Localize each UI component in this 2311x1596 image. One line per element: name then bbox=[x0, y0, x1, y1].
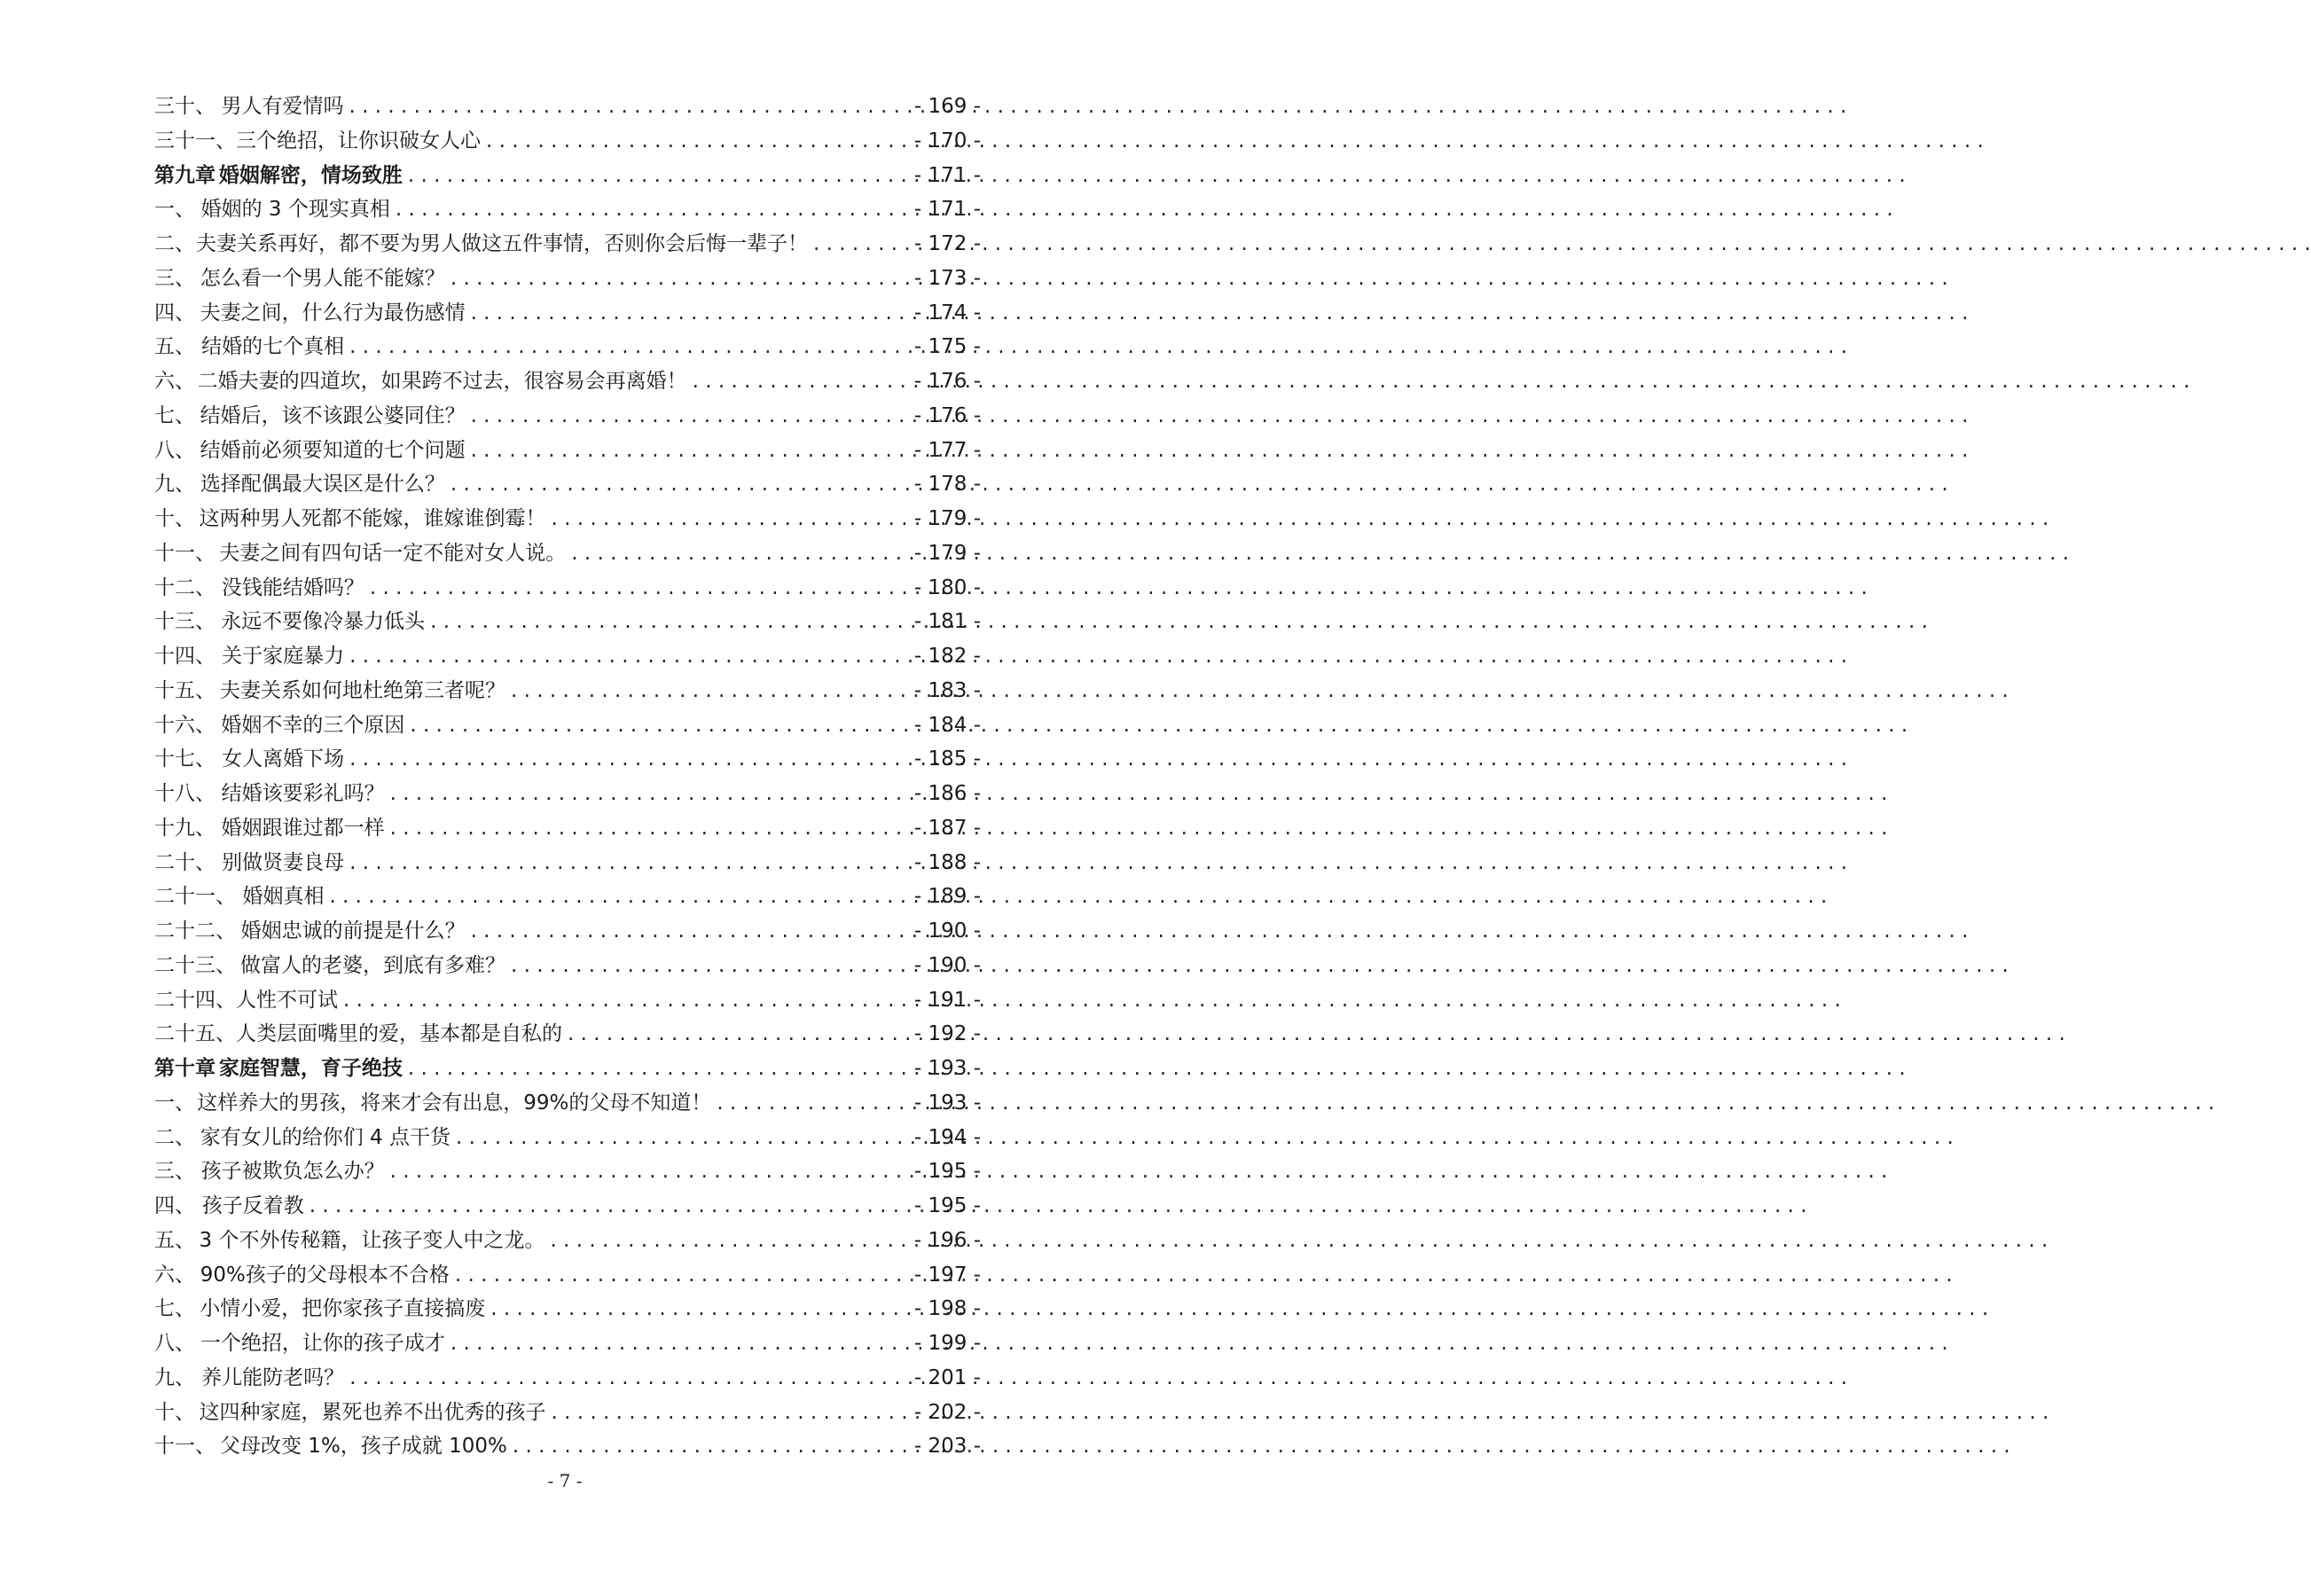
toc-entry[interactable] bbox=[154, 399, 981, 434]
toc-entry[interactable] bbox=[154, 1121, 981, 1155]
entry-number: 二、 bbox=[154, 1125, 195, 1149]
entry-page-number: - 190 - bbox=[913, 953, 981, 977]
entry-number: 十六、 bbox=[154, 713, 215, 737]
page-number: - 7 - bbox=[547, 1470, 583, 1491]
entry-number: 九、 bbox=[154, 1365, 195, 1389]
chapter-heading-entry[interactable] bbox=[154, 1052, 981, 1086]
toc-entry[interactable] bbox=[154, 846, 981, 880]
dot-leader bbox=[349, 639, 887, 674]
entry-title: 父母改变 1%，孩子成就 100% bbox=[220, 1435, 507, 1459]
dot-leader bbox=[349, 846, 887, 880]
entry-title: 孩子被欺负怎么办？ bbox=[200, 1160, 385, 1184]
table-of-contents bbox=[154, 90, 981, 1464]
entry-title: 婚姻不幸的三个原因 bbox=[221, 713, 405, 737]
dot-leader bbox=[455, 1258, 887, 1293]
entry-page-number: - 195 - bbox=[913, 1160, 981, 1184]
entry-title: 夫妻关系如何地杜绝第三者呢？ bbox=[220, 678, 506, 702]
entry-number: 九、 bbox=[154, 473, 195, 497]
dot-leader bbox=[568, 1017, 887, 1052]
entry-page-number: - 201 - bbox=[913, 1365, 981, 1389]
entry-title: 孩子反着教 bbox=[201, 1194, 304, 1217]
entry-title: 女人离婚下场 bbox=[222, 747, 345, 771]
dot-leader bbox=[450, 1326, 887, 1361]
entry-title: 婚姻忠诚的前提是什么？ bbox=[240, 919, 466, 943]
entry-page-number: - 185 - bbox=[913, 747, 981, 771]
entry-page-number: - 180 - bbox=[913, 575, 981, 599]
entry-number: 十九、 bbox=[154, 816, 215, 840]
toc-entry[interactable] bbox=[154, 1258, 981, 1293]
dot-leader bbox=[471, 399, 887, 434]
entry-page-number: - 172 - bbox=[913, 232, 981, 255]
dot-leader bbox=[471, 914, 887, 949]
entry-page-number: - 169 - bbox=[913, 95, 981, 118]
dot-leader bbox=[450, 262, 887, 296]
toc-entry[interactable] bbox=[154, 674, 981, 708]
entry-title: 夫妻之间，什么行为最伤感情 bbox=[200, 301, 466, 325]
entry-page-number: - 171 - bbox=[913, 198, 981, 222]
toc-entry[interactable] bbox=[154, 296, 981, 331]
dot-leader bbox=[717, 1086, 887, 1121]
entry-number: 五、 bbox=[154, 1228, 195, 1252]
toc-entry[interactable] bbox=[154, 90, 981, 124]
dot-leader bbox=[513, 1429, 887, 1464]
dot-leader bbox=[349, 90, 887, 124]
toc-entry[interactable] bbox=[154, 777, 981, 811]
entry-page-number: - 178 - bbox=[913, 473, 981, 497]
entry-number: 八、 bbox=[154, 438, 195, 462]
entry-page-number: - 198 - bbox=[913, 1297, 981, 1321]
entry-title: 3 个不外传秘籍，让孩子变人中之龙。 bbox=[199, 1228, 545, 1252]
entry-number: 三、 bbox=[154, 1160, 195, 1184]
entry-page-number: - 181 - bbox=[913, 610, 981, 634]
entry-page-number: - 182 - bbox=[913, 645, 981, 668]
entry-title: 婚姻跟谁过都一样 bbox=[221, 816, 385, 840]
dot-leader bbox=[551, 1396, 887, 1430]
entry-page-number: - 202 - bbox=[913, 1400, 981, 1424]
dot-leader bbox=[486, 124, 887, 159]
dot-leader bbox=[390, 811, 887, 846]
entry-title: 家有女儿的给你们 4 点干货 bbox=[200, 1125, 451, 1149]
toc-entry[interactable] bbox=[154, 1361, 981, 1396]
entry-title: 婚姻的 3 个现实真相 bbox=[200, 198, 390, 222]
entry-number: 二、 bbox=[154, 232, 195, 255]
entry-title: 婚姻解密，情场致胜 bbox=[218, 163, 403, 187]
entry-number: 十四、 bbox=[154, 645, 215, 668]
toc-entry[interactable] bbox=[154, 811, 981, 846]
entry-page-number: - 187 - bbox=[913, 816, 981, 840]
toc-entry[interactable] bbox=[154, 742, 981, 777]
dot-leader bbox=[456, 1121, 887, 1155]
dot-leader bbox=[408, 159, 887, 193]
dot-leader bbox=[349, 742, 887, 777]
entry-title: 夫妻之间有四句话一定不能对女人说。 bbox=[219, 541, 567, 565]
toc-entry[interactable] bbox=[154, 1326, 981, 1361]
entry-title: 人类层面嘴里的爱，基本都是自私的 bbox=[236, 1022, 562, 1046]
entry-title: 结婚后，该不该跟公婆同住？ bbox=[200, 403, 466, 427]
entry-number: 八、 bbox=[154, 1332, 195, 1355]
entry-page-number: - 194 - bbox=[913, 1125, 981, 1149]
dot-leader bbox=[309, 1189, 887, 1224]
dot-leader bbox=[410, 708, 887, 743]
dot-leader bbox=[396, 192, 887, 227]
dot-leader bbox=[471, 296, 887, 331]
toc-entry[interactable] bbox=[154, 571, 981, 606]
toc-entry[interactable] bbox=[154, 983, 981, 1018]
entry-title: 选择配偶最大误区是什么？ bbox=[200, 473, 445, 497]
entry-number: 五、 bbox=[154, 335, 195, 359]
entry-title: 90%孩子的父母根本不合格 bbox=[200, 1263, 450, 1287]
toc-entry[interactable] bbox=[154, 330, 981, 364]
entry-title: 这样养大的男孩，将来才会有出息，99%的父母不知道！ bbox=[197, 1091, 712, 1115]
entry-page-number: - 176 - bbox=[913, 370, 981, 393]
entry-title: 结婚的七个真相 bbox=[201, 335, 345, 359]
entry-number: 十一、 bbox=[154, 1435, 215, 1459]
dot-leader bbox=[450, 467, 887, 502]
entry-title: 怎么看一个男人能不能嫁？ bbox=[200, 266, 445, 290]
entry-title: 三个绝招，让你识破女人心 bbox=[236, 129, 481, 153]
toc-entry[interactable] bbox=[154, 434, 981, 468]
entry-number: 十、 bbox=[154, 1400, 195, 1424]
entry-title: 男人有爱情吗 bbox=[221, 95, 344, 118]
dot-leader bbox=[471, 434, 887, 468]
dot-leader bbox=[430, 605, 887, 639]
entry-page-number: - 171 - bbox=[913, 163, 981, 187]
toc-entry[interactable] bbox=[154, 124, 981, 159]
entry-number: 六、 bbox=[154, 370, 195, 393]
entry-title: 别做贤妻良母 bbox=[222, 850, 345, 874]
toc-entry[interactable] bbox=[154, 502, 981, 536]
entry-title: 永远不要像冷暴力低头 bbox=[221, 610, 426, 634]
entry-page-number: - 175 - bbox=[913, 335, 981, 359]
dot-leader bbox=[571, 536, 887, 571]
entry-title: 一个绝招，让你的孩子成才 bbox=[200, 1332, 445, 1355]
entry-number: 二十三、 bbox=[154, 953, 236, 977]
entry-number: 十五、 bbox=[154, 678, 215, 702]
entry-number: 一、 bbox=[154, 198, 195, 222]
entry-title: 结婚该要彩礼吗？ bbox=[221, 782, 385, 805]
toc-entry[interactable] bbox=[154, 364, 981, 399]
toc-entry[interactable] bbox=[154, 914, 981, 949]
entry-number: 七、 bbox=[154, 403, 195, 427]
entry-number: 十一、 bbox=[154, 541, 215, 565]
entry-number: 四、 bbox=[154, 1194, 195, 1217]
toc-entry[interactable] bbox=[154, 1396, 981, 1430]
dot-leader bbox=[813, 227, 887, 262]
dot-leader bbox=[343, 983, 887, 1018]
toc-entry[interactable] bbox=[154, 262, 981, 296]
entry-page-number: - 192 - bbox=[913, 1022, 981, 1046]
entry-title: 婚姻真相 bbox=[242, 885, 325, 909]
chapter-heading-entry[interactable] bbox=[154, 159, 981, 193]
entry-page-number: - 190 - bbox=[913, 919, 981, 943]
entry-title: 二婚夫妻的四道坎，如果跨不过去，很容易会再离婚！ bbox=[197, 370, 687, 393]
entry-number: 四、 bbox=[154, 301, 195, 325]
entry-title: 没钱能结婚吗？ bbox=[221, 575, 364, 599]
dot-leader bbox=[390, 1154, 887, 1189]
entry-title: 家庭智慧，育子绝技 bbox=[218, 1057, 403, 1080]
dot-leader bbox=[349, 1361, 887, 1396]
dot-leader bbox=[408, 1052, 887, 1086]
entry-number: 二十四、 bbox=[154, 988, 236, 1012]
entry-title: 做富人的老婆，到底有多难？ bbox=[240, 953, 506, 977]
entry-number: 二十五、 bbox=[154, 1022, 236, 1046]
entry-page-number: - 196 - bbox=[913, 1228, 981, 1252]
entry-page-number: - 179 - bbox=[913, 541, 981, 565]
dot-leader bbox=[370, 571, 887, 606]
toc-entry[interactable] bbox=[154, 227, 981, 262]
entry-number: 十七、 bbox=[154, 747, 215, 771]
entry-page-number: - 189 - bbox=[913, 885, 981, 909]
toc-entry[interactable] bbox=[154, 949, 981, 983]
toc-entry[interactable] bbox=[154, 1292, 981, 1326]
toc-entry[interactable] bbox=[154, 708, 981, 743]
toc-entry[interactable] bbox=[154, 1017, 981, 1052]
entry-number: 三十、 bbox=[154, 95, 215, 118]
entry-page-number: - 193 - bbox=[913, 1057, 981, 1080]
entry-number: 十二、 bbox=[154, 575, 215, 599]
entry-number: 六、 bbox=[154, 1263, 195, 1287]
dot-leader bbox=[550, 1224, 887, 1258]
entry-title: 关于家庭暴力 bbox=[222, 645, 345, 668]
entry-number: 一、 bbox=[154, 1091, 195, 1115]
entry-page-number: - 177 - bbox=[913, 438, 981, 462]
entry-number: 三、 bbox=[154, 266, 195, 290]
entry-title: 这两种男人死都不能嫁，谁嫁谁倒霉！ bbox=[199, 507, 546, 530]
entry-page-number: - 179 - bbox=[913, 507, 981, 530]
entry-page-number: - 203 - bbox=[913, 1435, 981, 1459]
entry-page-number: - 170 - bbox=[913, 129, 981, 153]
entry-page-number: - 193 - bbox=[913, 1091, 981, 1115]
entry-page-number: - 186 - bbox=[913, 782, 981, 805]
toc-entry[interactable] bbox=[154, 467, 981, 502]
entry-page-number: - 188 - bbox=[913, 850, 981, 874]
toc-entry[interactable] bbox=[154, 1189, 981, 1224]
entry-number: 二十一、 bbox=[154, 885, 236, 909]
toc-entry[interactable] bbox=[154, 1154, 981, 1189]
toc-entry[interactable] bbox=[154, 536, 981, 571]
dot-leader bbox=[390, 777, 887, 811]
entry-page-number: - 191 - bbox=[913, 988, 981, 1012]
dot-leader bbox=[511, 674, 887, 708]
dot-leader bbox=[511, 949, 887, 983]
entry-page-number: - 199 - bbox=[913, 1332, 981, 1355]
entry-title: 养儿能防老吗？ bbox=[201, 1365, 345, 1389]
entry-title: 这四种家庭，累死也养不出优秀的孩子 bbox=[199, 1400, 546, 1424]
dot-leader bbox=[551, 502, 887, 536]
entry-number: 二十、 bbox=[154, 850, 215, 874]
entry-number: 第十章 bbox=[154, 1057, 215, 1080]
dot-leader bbox=[329, 880, 887, 914]
entry-title: 结婚前必须要知道的七个问题 bbox=[200, 438, 466, 462]
entry-page-number: - 195 - bbox=[913, 1194, 981, 1217]
dot-leader bbox=[490, 1292, 887, 1326]
entry-page-number: - 183 - bbox=[913, 678, 981, 702]
entry-title: 夫妻关系再好，都不要为男人做这五件事情，否则你会后悔一辈子！ bbox=[195, 232, 808, 255]
dot-leader bbox=[693, 364, 887, 399]
entry-title: 小情小爱，把你家孩子直接搞废 bbox=[200, 1297, 486, 1321]
dot-leader bbox=[349, 330, 887, 364]
entry-page-number: - 176 - bbox=[913, 403, 981, 427]
entry-number: 七、 bbox=[154, 1297, 195, 1321]
entry-title: 人性不可试 bbox=[236, 988, 338, 1012]
toc-entry[interactable] bbox=[154, 880, 981, 914]
toc-entry[interactable] bbox=[154, 192, 981, 227]
entry-number: 十八、 bbox=[154, 782, 215, 805]
toc-entry[interactable] bbox=[154, 1224, 981, 1258]
toc-entry[interactable] bbox=[154, 605, 981, 639]
entry-number: 二十二、 bbox=[154, 919, 236, 943]
entry-page-number: - 197 - bbox=[913, 1263, 981, 1287]
entry-page-number: - 174 - bbox=[913, 301, 981, 325]
entry-number: 第九章 bbox=[154, 163, 215, 187]
entry-number: 十、 bbox=[154, 507, 195, 530]
entry-page-number: - 184 - bbox=[913, 713, 981, 737]
entry-number: 三十一、 bbox=[154, 129, 236, 153]
toc-entry[interactable] bbox=[154, 1086, 981, 1121]
entry-page-number: - 173 - bbox=[913, 266, 981, 290]
toc-entry[interactable] bbox=[154, 639, 981, 674]
toc-entry[interactable] bbox=[154, 1429, 981, 1464]
entry-number: 十三、 bbox=[154, 610, 215, 634]
